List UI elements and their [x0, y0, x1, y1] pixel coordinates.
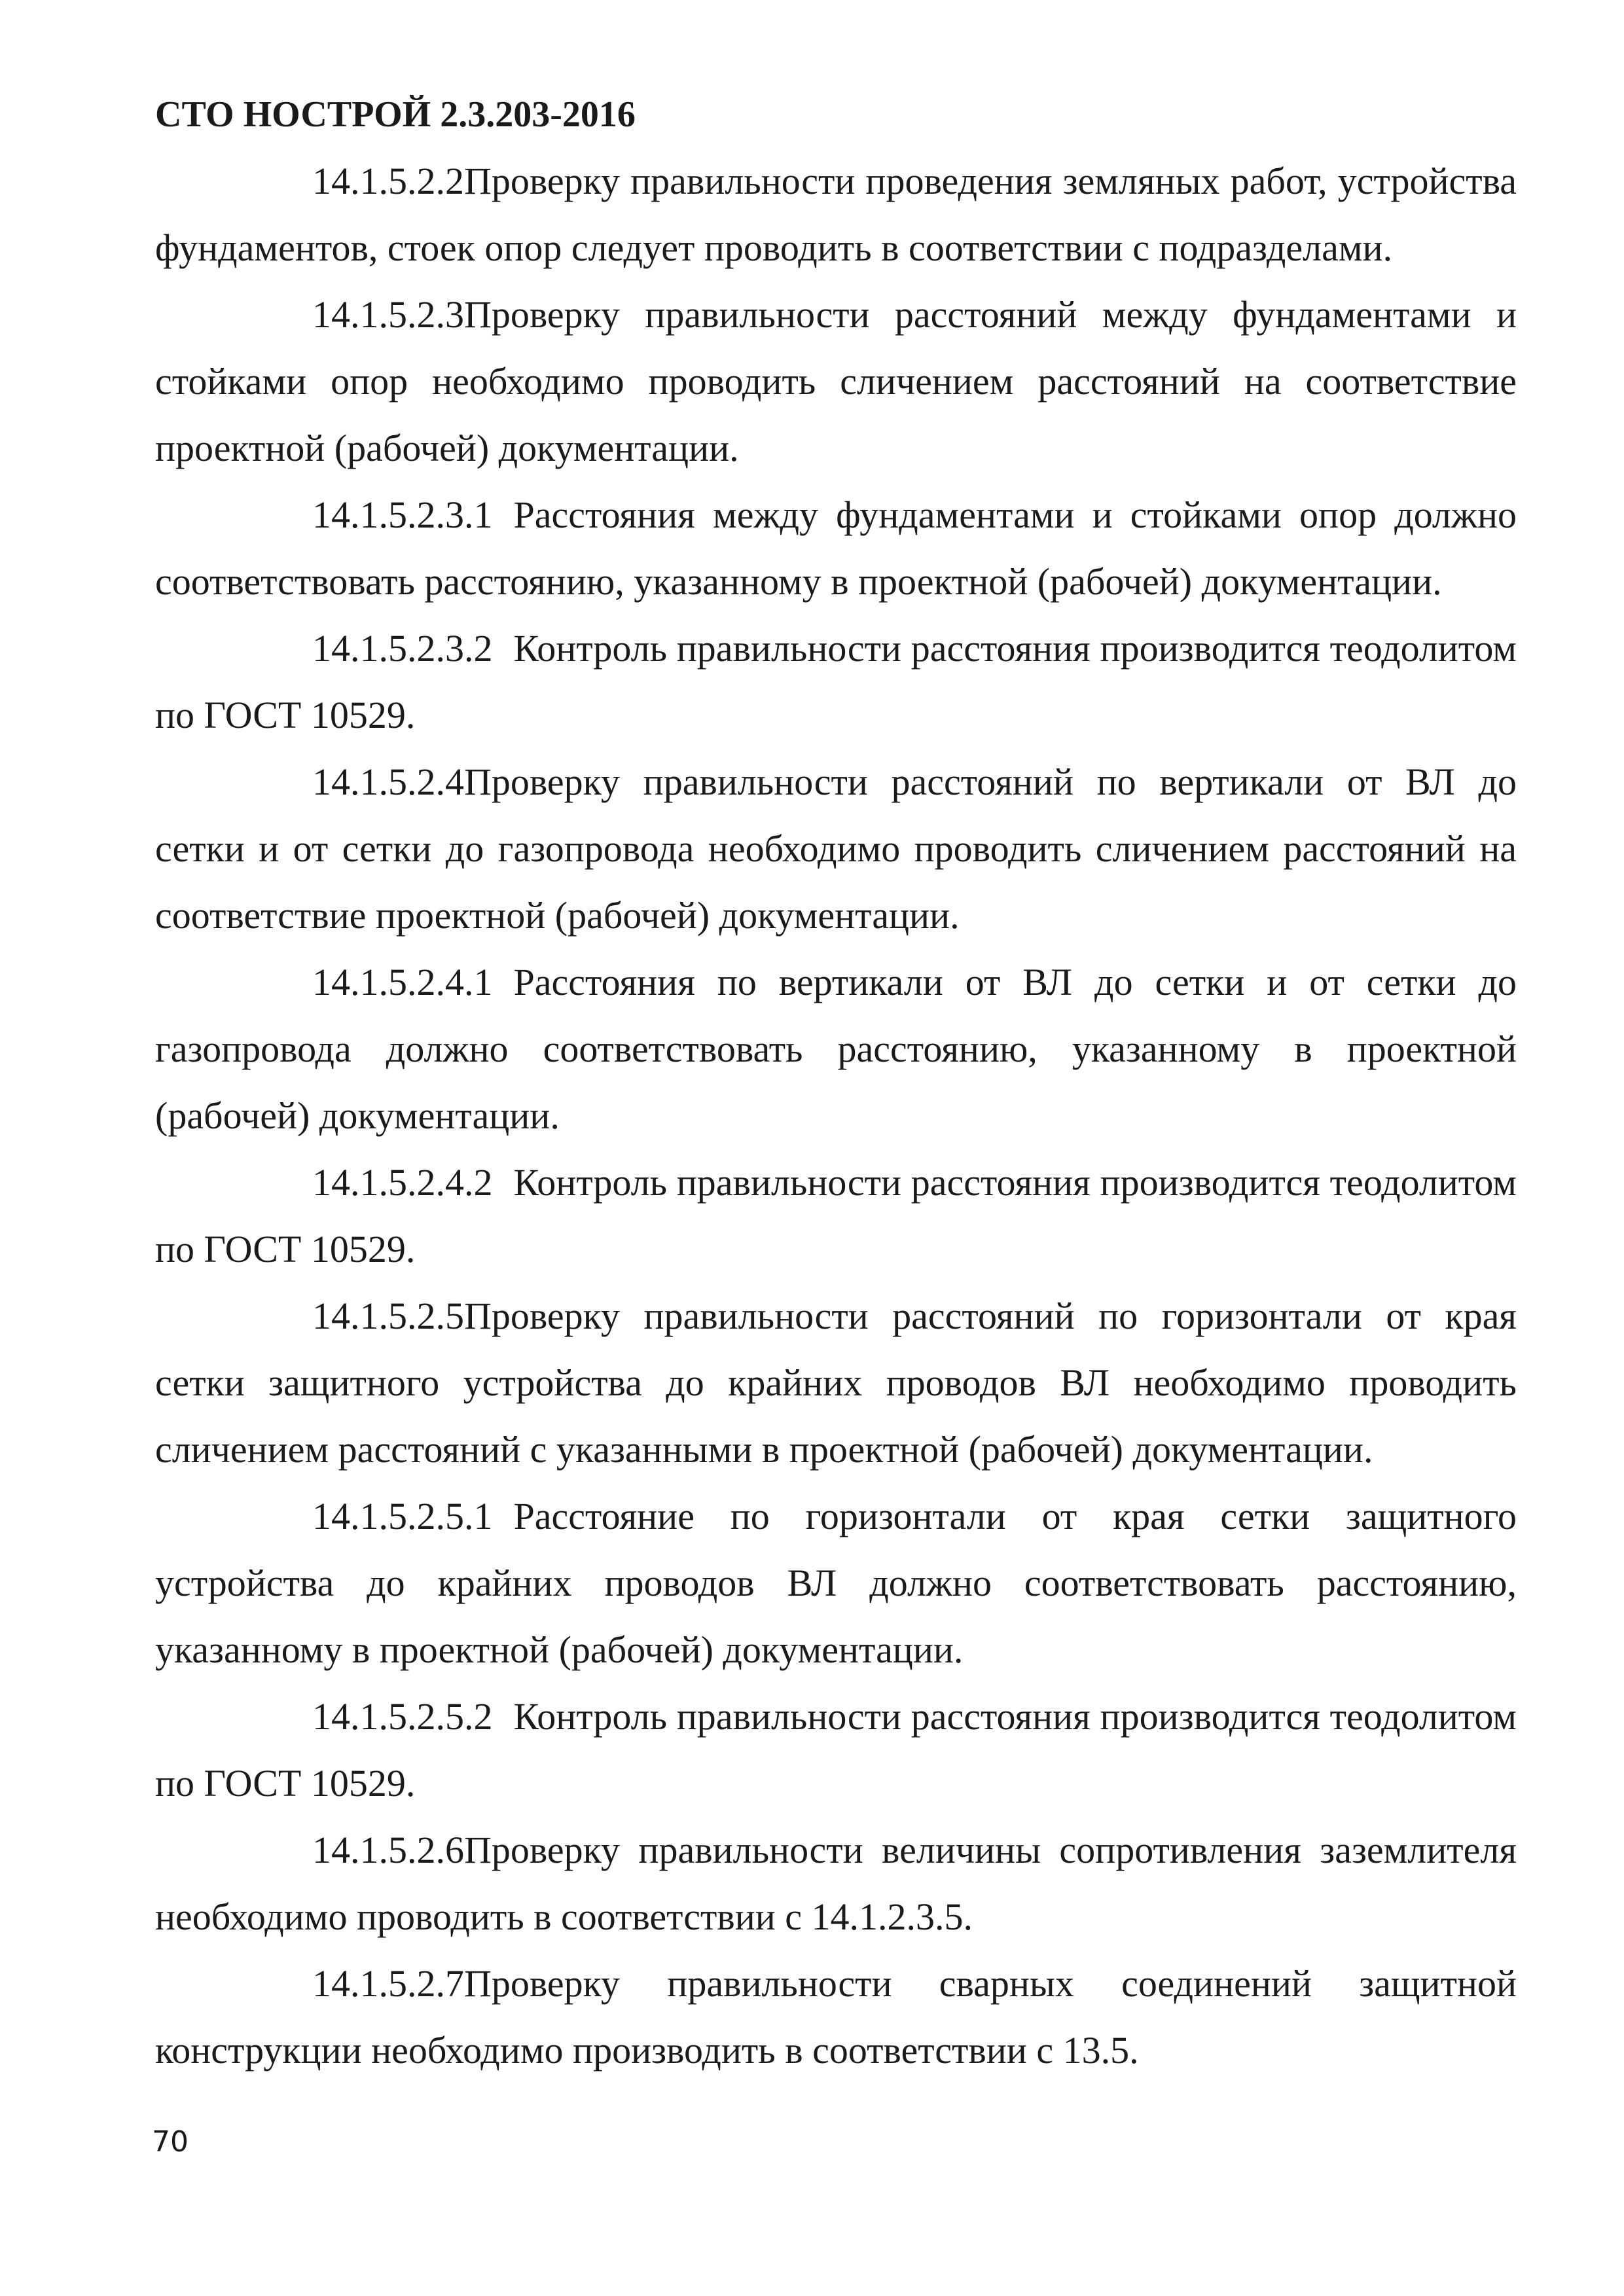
paragraph: [155, 949, 1517, 1149]
clause-text: Расстояния по вертикали от ВЛ до сетки и от сетки до газопровода должно соответствовать расстоянию, указанному в проектной (рабочей) документации.: [155, 961, 1517, 1137]
clause-number: 14.1.5.2.5.1: [312, 1495, 493, 1537]
clause-text: Расстояние по горизонтали от края сетки защитного устройства до крайних проводов ВЛ должно соответствовать расстоянию, указанному в проектной (рабочей) документации.: [155, 1495, 1517, 1671]
clause-number: 14.1.5.2.3.2: [312, 627, 493, 670]
clause-number: 14.1.5.2.6: [312, 1829, 464, 1871]
clause-text: Проверку правильности величины сопротивления заземлителя необходимо проводить в соответствии с 14.1.2.3.5.: [155, 1829, 1517, 1938]
clause-text: Расстояния между фундаментами и стойками опор должно соответствовать расстоянию, указанному в проектной (рабочей) документации.: [155, 493, 1517, 603]
clause-number: 14.1.5.2.4: [312, 761, 464, 803]
clause-number: 14.1.5.2.4.1: [312, 961, 493, 1003]
clause-number: 14.1.5.2.5: [312, 1295, 464, 1337]
clause-number: 14.1.5.2.7: [312, 1962, 464, 2005]
clause-text: Контроль правильности расстояния производится теодолитом по ГОСТ 10529.: [155, 1695, 1517, 1804]
clause-number: 14.1.5.2.4.2: [312, 1161, 493, 1204]
page-number: 70: [152, 2125, 189, 2159]
clause-number: 14.1.5.2.2: [312, 160, 464, 202]
paragraph: [155, 1950, 1517, 2084]
clause-number: 14.1.5.2.5.2: [312, 1695, 493, 1738]
paragraph: [155, 1483, 1517, 1683]
paragraph: [155, 749, 1517, 949]
paragraph: [155, 1683, 1517, 1817]
paragraph: [155, 1817, 1517, 1950]
clause-text: Проверку правильности расстояний по горизонтали от края сетки защитного устройства до крайних проводов ВЛ необходимо проводить сличением расстояний с указанными в проектной (рабочей) документации.: [155, 1295, 1517, 1471]
paragraph: [155, 148, 1517, 281]
clause-number: 14.1.5.2.3.1: [312, 493, 493, 536]
document-body: [155, 148, 1517, 2084]
clause-text: Проверку правильности сварных соединений защитной конструкции необходимо производить в соответствии с 13.5.: [155, 1962, 1517, 2072]
clause-text: Проверку правильности расстояний по вертикали от ВЛ до сетки и от сетки до газопровода необходимо проводить сличением расстояний на соответствие проектной (рабочей) документации.: [155, 761, 1517, 937]
paragraph: [155, 482, 1517, 615]
paragraph: [155, 1283, 1517, 1483]
clause-number: 14.1.5.2.3: [312, 293, 464, 336]
clause-text: Проверку правильности проведения земляных работ, устройства фундаментов, стоек опор следует проводить в соответствии с подразделами.: [155, 160, 1517, 269]
paragraph: [155, 1149, 1517, 1283]
clause-text: Контроль правильности расстояния производится теодолитом по ГОСТ 10529.: [155, 1161, 1517, 1270]
paragraph: [155, 281, 1517, 482]
document-code-header: СТО НОСТРОЙ 2.3.203-2016: [155, 94, 636, 135]
paragraph: [155, 615, 1517, 749]
clause-text: Проверку правильности расстояний между фундаментами и стойками опор необходимо проводить сличением расстояний на соответствие проектной (рабочей) документации.: [155, 293, 1517, 469]
clause-text: Контроль правильности расстояния производится теодолитом по ГОСТ 10529.: [155, 627, 1517, 736]
